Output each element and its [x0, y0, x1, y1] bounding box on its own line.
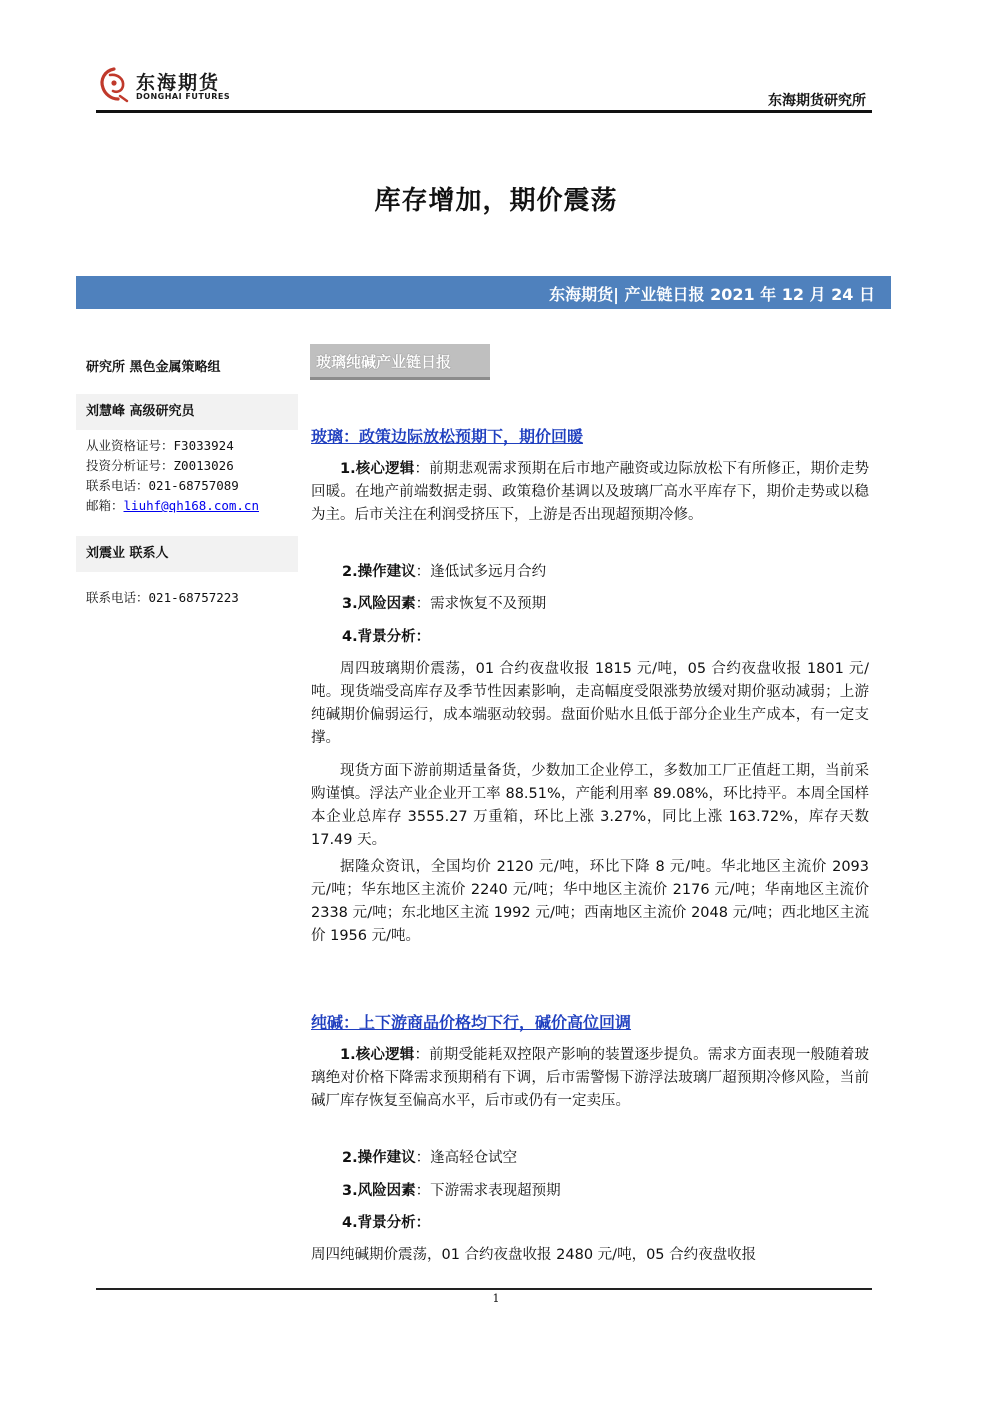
- date-banner: [76, 276, 891, 309]
- page-number: 1: [492, 1292, 500, 1305]
- footer-divider: [96, 1288, 872, 1290]
- cert-line: 从业资格证号：F3033924: [86, 438, 234, 453]
- soda-bg-p1: 周四纯碱期价震荡，01 合约夜盘收报 2480 元/吨，05 合约夜盘收报: [311, 1247, 757, 1263]
- soda-core-logic: 1.核心逻辑：前期受能耗双控限产影响的装置逐步提负。需求方面表现一般随着玻璃绝对价格下降需求预期稍有下调，后市需警惕下游浮法玻璃厂超预期冷修风险，当前碱厂库存恢复至偏高水平，后市或仍有一定卖压。: [311, 1047, 869, 1109]
- contact-phone-line: 联系电话：021-68757223: [86, 590, 239, 605]
- glass-background-label: 4.背景分析：: [342, 629, 431, 645]
- soda-advice: 2.操作建议：逢高轻仓试空: [342, 1150, 518, 1166]
- phone-line: 联系电话：021-68757089: [86, 478, 239, 493]
- soda-risk: 3.风险因素：下游需求表现超预期: [342, 1183, 561, 1199]
- glass-section-title: 玻璃：政策边际放松预期下，期价回暖: [311, 427, 584, 446]
- dragon-logo-icon: [96, 66, 132, 104]
- group-label: 研究所 黑色金属策略组: [86, 360, 221, 375]
- banner-text: 东海期货| 产业链日报 2021 年 12 月 24 日: [549, 285, 875, 304]
- contact-header: [76, 536, 298, 572]
- glass-core-logic: 1.核心逻辑：前期悲观需求预期在后市地产融资或边际放松下有所修正，期价走势回暖。在地产前端数据走弱、政策稳价基调以及玻璃厂高水平库存下，期价走势或以稳为主。后市关注在利润受挤压下，上游是否出现超预期冷修。: [311, 461, 869, 523]
- report-title: 库存增加，期价震荡: [374, 186, 618, 216]
- glass-bg-p2: 现货方面下游前期适量备货，少数加工企业停工，多数加工厂正值赶工期，当前采购谨慎。浮法产业企业开工率 88.51%，产能利用率 89.08%，环比持平。本周全国样本企业总库存 3555.27 万重箱，环比上涨 3.27%，同比上涨 163.72%，库存天数 17.49 天。: [311, 763, 869, 848]
- invest-line: 投资分析证号：Z0013026: [86, 458, 234, 473]
- email-link[interactable]: liuhf@qh168.com.cn: [123, 498, 259, 513]
- company-logo: [96, 66, 231, 108]
- report-tag: [310, 344, 490, 380]
- sidebar-group: [76, 350, 298, 386]
- contact-name: 刘震业 联系人: [76, 536, 298, 572]
- soda-section-title: 纯碱：上下游商品价格均下行，碱价高位回调: [311, 1013, 632, 1032]
- email-line: 邮箱：liuhf@qh168.com.cn: [86, 498, 259, 513]
- glass-advice: 2.操作建议：逢低试多远月合约: [342, 564, 547, 580]
- logo-text-en: DONGHAI FUTURES: [136, 92, 231, 101]
- report-tag-text: 玻璃纯碱产业链日报: [316, 353, 452, 371]
- glass-risk: 3.风险因素：需求恢复不及预期: [342, 596, 547, 612]
- glass-bg-p3: 据隆众资讯，全国均价 2120 元/吨，环比下降 8 元/吨。华北地区主流价 2093 元/吨；华东地区主流价 2240 元/吨；华中地区主流价 2176 元/吨；华南地区主流价 2338 元/吨；东北地区主流 1992 元/吨；西南地区主流价 2048 元/吨；西北地区主流价 1956 元/吨。: [311, 859, 869, 944]
- glass-bg-p1: 周四玻璃期价震荡，01 合约夜盘收报 1815 元/吨，05 合约夜盘收报 1801 元/吨。现货端受高库存及季节性因素影响，走高幅度受限涨势放缓对期价驱动减弱；上游纯碱期价偏弱运行，成本端驱动较弱。盘面价贴水且低于部分企业生产成本，有一定支撑。: [311, 661, 869, 746]
- analyst-name: 刘慧峰 高级研究员: [76, 394, 298, 430]
- institute-name: 东海期货研究所: [768, 93, 866, 109]
- soda-background-label: 4.背景分析：: [342, 1215, 431, 1231]
- logo-text-cn: 东海期货: [136, 72, 221, 94]
- header-divider: [96, 110, 872, 113]
- analyst-header: [76, 394, 298, 430]
